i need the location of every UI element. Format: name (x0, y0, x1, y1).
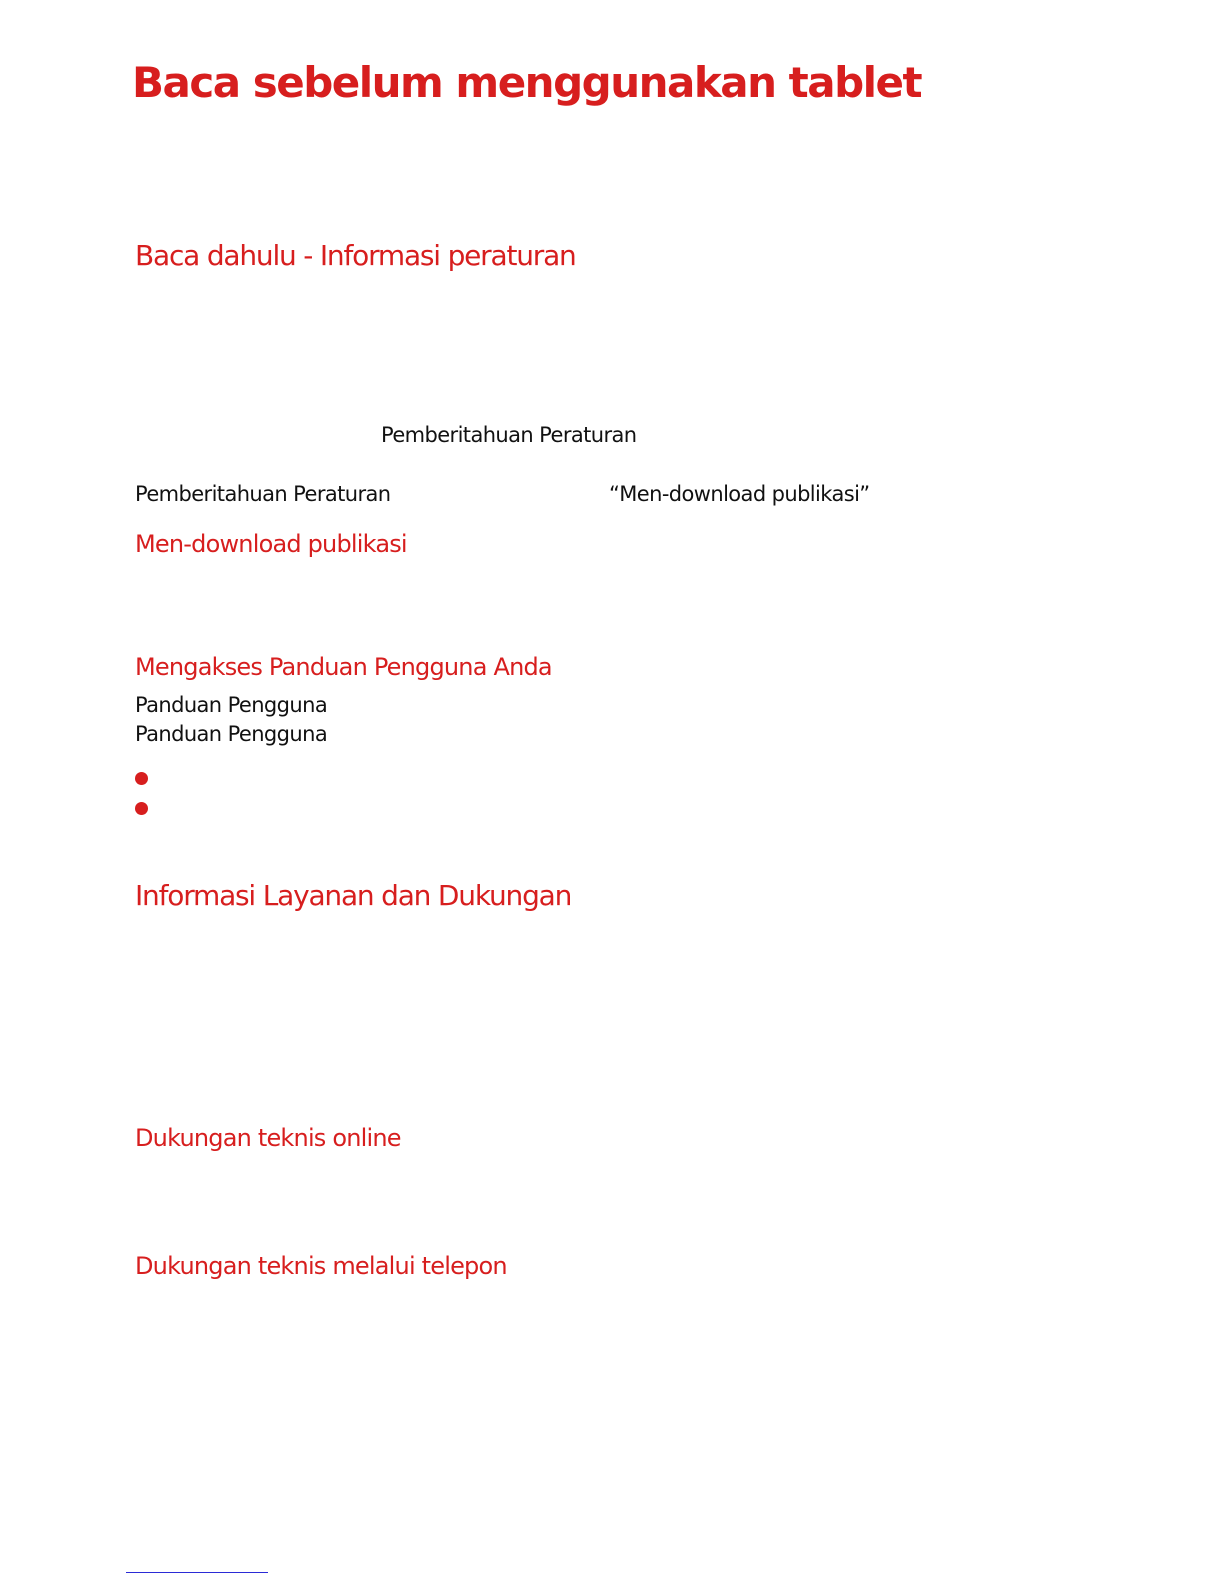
bullet-icon (135, 802, 148, 815)
user-guide-line-1: Panduan Pengguna (135, 693, 328, 717)
user-guide-heading: Mengakses Panduan Pengguna Anda (135, 653, 552, 681)
download-publication-link[interactable]: “Men-download publikasi” (609, 482, 870, 506)
bullet-icon (135, 772, 148, 785)
online-support-heading: Dukungan teknis online (135, 1124, 401, 1152)
regulatory-notice-label-2: Pemberitahuan Peraturan (135, 482, 391, 506)
service-heading: Informasi Layanan dan Dukungan (135, 879, 572, 912)
download-heading: Men-download publikasi (135, 530, 407, 558)
regulatory-notice-label: Pemberitahuan Peraturan (381, 423, 637, 447)
regulatory-heading: Baca dahulu - Informasi peraturan (135, 239, 576, 272)
footnote-rule (126, 1572, 268, 1573)
user-guide-line-2: Panduan Pengguna (135, 722, 328, 746)
page-title: Baca sebelum menggunakan tablet (132, 58, 922, 107)
phone-support-heading: Dukungan teknis melalui telepon (135, 1252, 507, 1280)
